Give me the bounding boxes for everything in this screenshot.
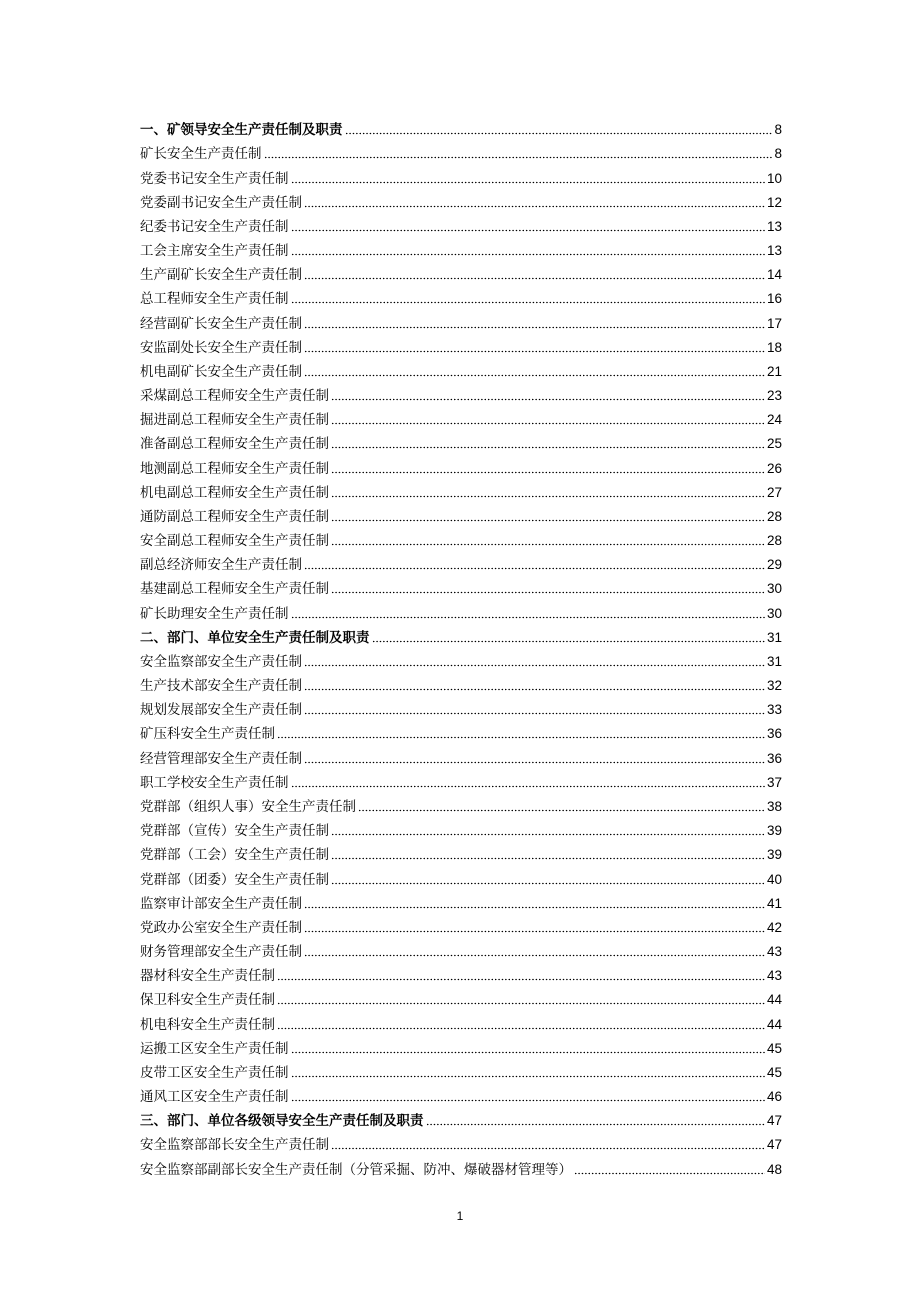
- toc-entry[interactable]: [140, 1033, 782, 1057]
- toc-entry-title: 准备副总工程师安全生产责任制: [140, 436, 329, 453]
- toc-leader-dots: [304, 349, 765, 353]
- toc-leader-dots: [304, 276, 765, 280]
- toc-entry[interactable]: [140, 573, 782, 597]
- toc-entry-title: 副总经济师安全生产责任制: [140, 557, 302, 574]
- toc-section-heading[interactable]: [140, 1105, 782, 1129]
- toc-entry-title: 党群部（组织人事）安全生产责任制: [140, 798, 356, 815]
- toc-entry[interactable]: [140, 307, 782, 331]
- toc-page-number: 33: [766, 702, 782, 718]
- toc-section-heading[interactable]: [140, 622, 782, 646]
- toc-entry-title: 一、矿领导安全生产责任制及职责: [140, 122, 343, 139]
- toc-entry[interactable]: [140, 839, 782, 863]
- toc-leader-dots: [331, 856, 765, 860]
- toc-page-number: 13: [766, 218, 782, 234]
- toc-page-number: 45: [766, 1064, 782, 1080]
- toc-entry[interactable]: [140, 356, 782, 380]
- toc-leader-dots: [304, 373, 765, 377]
- toc-leader-dots: [304, 325, 765, 329]
- toc-entry[interactable]: [140, 767, 782, 791]
- toc-entry[interactable]: [140, 1057, 782, 1081]
- toc-leader-dots: [291, 1074, 765, 1078]
- toc-leader-dots: [331, 494, 765, 498]
- toc-page-number: 48: [766, 1161, 782, 1177]
- toc-entry-title: 工会主席安全生产责任制: [140, 243, 289, 260]
- toc-entry-title: 生产技术部安全生产责任制: [140, 678, 302, 695]
- toc-entry[interactable]: [140, 187, 782, 211]
- toc-page-number: 13: [766, 243, 782, 259]
- toc-leader-dots: [304, 905, 765, 909]
- toc-entry[interactable]: [140, 501, 782, 525]
- toc-leader-dots: [345, 131, 773, 135]
- toc-entry-title: 通防副总工程师安全生产责任制: [140, 508, 329, 525]
- toc-entry-title: 基建副总工程师安全生产责任制: [140, 581, 329, 598]
- toc-entry-title: 机电副矿长安全生产责任制: [140, 363, 302, 380]
- toc-page-number: 39: [766, 847, 782, 863]
- toc-page-number: 36: [766, 750, 782, 766]
- toc-entry-title: 党群部（工会）安全生产责任制: [140, 847, 329, 864]
- toc-page-number: 10: [766, 170, 782, 186]
- toc-entry[interactable]: [140, 259, 782, 283]
- toc-section-heading[interactable]: [140, 114, 782, 138]
- toc-entry[interactable]: [140, 138, 782, 162]
- toc-entry-title: 党委副书记安全生产责任制: [140, 194, 302, 211]
- toc-page-number: 14: [766, 267, 782, 283]
- toc-entry-title: 安全监察部副部长安全生产责任制（分管采掘、防冲、爆破器材管理等）: [140, 1161, 572, 1178]
- toc-entry-title: 经营副矿长安全生产责任制: [140, 315, 302, 332]
- toc-page-number: 42: [766, 919, 782, 935]
- toc-entry-title: 运搬工区安全生产责任制: [140, 1040, 289, 1057]
- toc-entry[interactable]: [140, 477, 782, 501]
- toc-leader-dots: [277, 735, 765, 739]
- toc-page-number: 46: [766, 1089, 782, 1105]
- toc-entry-title: 皮带工区安全生产责任制: [140, 1064, 289, 1081]
- toc-page-number: 30: [766, 581, 782, 597]
- toc-entry-title: 地测副总工程师安全生产责任制: [140, 460, 329, 477]
- toc-leader-dots: [291, 784, 765, 788]
- toc-page-number: 28: [766, 533, 782, 549]
- toc-page-number: 26: [766, 460, 782, 476]
- toc-entry-title: 纪委书记安全生产责任制: [140, 218, 289, 235]
- toc-leader-dots: [304, 929, 765, 933]
- toc-entry[interactable]: [140, 815, 782, 839]
- toc-leader-dots: [331, 590, 765, 594]
- toc-entry[interactable]: [140, 1081, 782, 1105]
- toc-page-number: 37: [766, 774, 782, 790]
- toc-leader-dots: [291, 228, 765, 232]
- toc-entry-title: 矿压科安全生产责任制: [140, 726, 275, 743]
- toc-page-number: 47: [766, 1113, 782, 1129]
- toc-entry[interactable]: [140, 235, 782, 259]
- toc-entry-title: 规划发展部安全生产责任制: [140, 702, 302, 719]
- page-number: 1: [456, 1209, 464, 1223]
- toc-leader-dots: [304, 204, 765, 208]
- toc-entry-title: 通风工区安全生产责任制: [140, 1089, 289, 1106]
- toc-page-number: 31: [766, 629, 782, 645]
- toc-page-number: 24: [766, 412, 782, 428]
- toc-entry-title: 二、部门、单位安全生产责任制及职责: [140, 629, 370, 646]
- toc-leader-dots: [291, 1050, 765, 1054]
- toc-entry[interactable]: [140, 670, 782, 694]
- toc-page-number: 30: [766, 605, 782, 621]
- toc-leader-dots: [304, 711, 765, 715]
- toc-page-number: 43: [766, 968, 782, 984]
- toc-entry[interactable]: [140, 984, 782, 1008]
- toc-page-number: 32: [766, 678, 782, 694]
- toc-leader-dots: [331, 421, 765, 425]
- toc-entry-title: 掘进副总工程师安全生产责任制: [140, 412, 329, 429]
- toc-page-number: 36: [766, 726, 782, 742]
- toc-leader-dots: [304, 760, 765, 764]
- toc-leader-dots: [291, 1098, 765, 1102]
- toc-entry[interactable]: [140, 960, 782, 984]
- toc-page-number: 44: [766, 992, 782, 1008]
- toc-entry-title: 机电副总工程师安全生产责任制: [140, 484, 329, 501]
- toc-entry-title: 党政办公室安全生产责任制: [140, 919, 302, 936]
- toc-entry-title: 器材科安全生产责任制: [140, 968, 275, 985]
- toc-leader-dots: [331, 542, 765, 546]
- toc-page-number: 28: [766, 508, 782, 524]
- toc-entry[interactable]: [140, 646, 782, 670]
- toc-entry[interactable]: [140, 549, 782, 573]
- toc-leader-dots: [331, 470, 765, 474]
- toc-page-number: 38: [766, 798, 782, 814]
- toc-page-number: 45: [766, 1040, 782, 1056]
- toc-entry[interactable]: [140, 428, 782, 452]
- toc-leader-dots: [277, 1026, 765, 1030]
- toc-leader-dots: [358, 808, 765, 812]
- toc-leader-dots: [304, 663, 765, 667]
- toc-page-number: 21: [766, 363, 782, 379]
- toc-leader-dots: [291, 252, 765, 256]
- toc-leader-dots: [331, 518, 765, 522]
- toc-entry[interactable]: [140, 404, 782, 428]
- toc-entry-title: 保卫科安全生产责任制: [140, 992, 275, 1009]
- toc-leader-dots: [291, 615, 765, 619]
- toc-entry-title: 安全监察部部长安全生产责任制: [140, 1137, 329, 1154]
- toc-entry-title: 生产副矿长安全生产责任制: [140, 267, 302, 284]
- toc-page-number: 44: [766, 1016, 782, 1032]
- toc-entry-title: 矿长助理安全生产责任制: [140, 605, 289, 622]
- toc-entry[interactable]: [140, 597, 782, 621]
- toc-leader-dots: [304, 953, 765, 957]
- toc-leader-dots: [291, 300, 765, 304]
- toc-entry-title: 经营管理部安全生产责任制: [140, 750, 302, 767]
- toc-page-number: 18: [766, 339, 782, 355]
- toc-leader-dots: [331, 832, 765, 836]
- toc-leader-dots: [331, 445, 765, 449]
- toc-entry[interactable]: [140, 525, 782, 549]
- toc-entry-title: 总工程师安全生产责任制: [140, 291, 289, 308]
- toc-leader-dots: [331, 881, 765, 885]
- toc-entry[interactable]: [140, 452, 782, 476]
- toc-page-number: 41: [766, 895, 782, 911]
- toc-page-number: 8: [774, 122, 782, 138]
- toc-entry-title: 党群部（宣传）安全生产责任制: [140, 823, 329, 840]
- toc-leader-dots: [277, 1001, 765, 1005]
- toc-leader-dots: [574, 1171, 765, 1175]
- toc-entry[interactable]: [140, 791, 782, 815]
- toc-entry-title: 财务管理部安全生产责任制: [140, 944, 302, 961]
- toc-page-number: 40: [766, 871, 782, 887]
- toc-entry[interactable]: [140, 1008, 782, 1032]
- toc-leader-dots: [331, 1146, 765, 1150]
- toc-page-number: 23: [766, 388, 782, 404]
- toc-entry[interactable]: [140, 211, 782, 235]
- toc-entry[interactable]: [140, 888, 782, 912]
- toc-entry[interactable]: [140, 380, 782, 404]
- toc-page-number: 27: [766, 484, 782, 500]
- toc-entry-title: 安监副处长安全生产责任制: [140, 339, 302, 356]
- toc-entry[interactable]: [140, 162, 782, 186]
- toc-entry[interactable]: [140, 332, 782, 356]
- toc-page-number: 17: [766, 315, 782, 331]
- toc-entry-title: 职工学校安全生产责任制: [140, 774, 289, 791]
- toc-page-number: 8: [774, 146, 782, 162]
- toc-page-number: 43: [766, 944, 782, 960]
- toc-entry[interactable]: [140, 742, 782, 766]
- toc-leader-dots: [304, 566, 765, 570]
- toc-entry-title: 党委书记安全生产责任制: [140, 170, 289, 187]
- toc-entry-title: 安全监察部安全生产责任制: [140, 653, 302, 670]
- toc-entry-title: 机电科安全生产责任制: [140, 1016, 275, 1033]
- toc-leader-dots: [304, 687, 765, 691]
- toc-leader-dots: [331, 397, 765, 401]
- toc-entry[interactable]: [140, 912, 782, 936]
- toc-page-number: 39: [766, 823, 782, 839]
- toc-leader-dots: [291, 180, 765, 184]
- toc-page-number: 25: [766, 436, 782, 452]
- toc-leader-dots: [372, 639, 765, 643]
- toc-entry[interactable]: [140, 283, 782, 307]
- toc-entry[interactable]: [140, 936, 782, 960]
- toc-entry-title: 监察审计部安全生产责任制: [140, 895, 302, 912]
- toc-leader-dots: [426, 1122, 765, 1126]
- toc-entry-title: 矿长安全生产责任制: [140, 146, 262, 163]
- toc-entry[interactable]: [140, 863, 782, 887]
- toc-entry[interactable]: [140, 694, 782, 718]
- toc-page-number: 12: [766, 194, 782, 210]
- toc-entry-title: 采煤副总工程师安全生产责任制: [140, 388, 329, 405]
- toc-leader-dots: [264, 155, 773, 159]
- toc-page-number: 31: [766, 653, 782, 669]
- toc-entry-title: 安全副总工程师安全生产责任制: [140, 533, 329, 550]
- toc-entry-title: 党群部（团委）安全生产责任制: [140, 871, 329, 888]
- toc-entry[interactable]: [140, 1129, 782, 1153]
- toc-entry[interactable]: [140, 718, 782, 742]
- toc-page-number: 16: [766, 291, 782, 307]
- toc-entry-title: 三、部门、单位各级领导安全生产责任制及职责: [140, 1113, 424, 1130]
- toc-page-number: 47: [766, 1137, 782, 1153]
- toc-entry[interactable]: [140, 1153, 782, 1177]
- toc-page-number: 29: [766, 557, 782, 573]
- toc-leader-dots: [277, 977, 765, 981]
- table-of-contents: [140, 114, 782, 1178]
